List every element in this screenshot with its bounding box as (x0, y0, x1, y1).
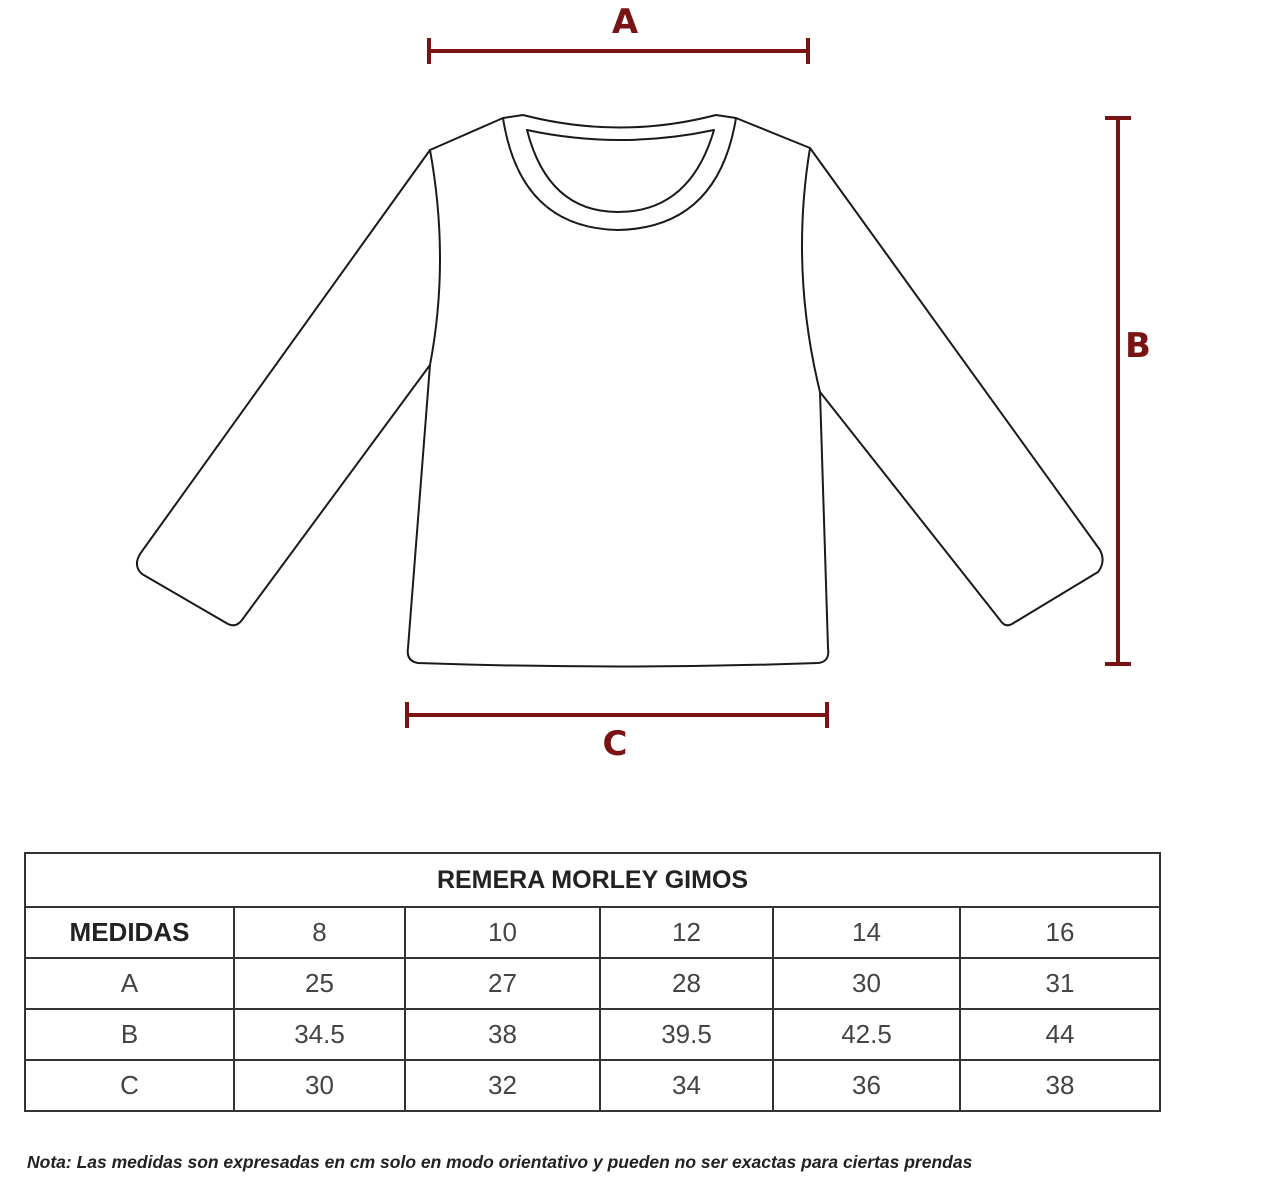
table-title-row (25, 853, 1160, 907)
table-cell: 38 (405, 1009, 600, 1060)
row-label: B (25, 1009, 234, 1060)
table-cell: 42.5 (773, 1009, 960, 1060)
table-cell: 44 (960, 1009, 1160, 1060)
size-table (24, 852, 1161, 1112)
table-cell: 28 (600, 958, 773, 1009)
collar-outer-line (503, 118, 736, 230)
collar-inner-line (527, 130, 714, 212)
size-header: 8 (234, 907, 405, 958)
table-cell: 34 (600, 1060, 773, 1111)
table-cell: 31 (960, 958, 1160, 1009)
row-label: A (25, 958, 234, 1009)
table-row (25, 1009, 1160, 1060)
shirt-body-outline (137, 115, 1103, 667)
size-header: 14 (773, 907, 960, 958)
size-header: 16 (960, 907, 1160, 958)
dimension-c-label: C (602, 724, 628, 764)
table-cell: 27 (405, 958, 600, 1009)
row-label: C (25, 1060, 234, 1111)
dimension-b-label: B (1125, 326, 1151, 366)
right-armhole-seam (802, 148, 820, 392)
table-cell: 25 (234, 958, 405, 1009)
dimension-a-label: A (611, 2, 639, 42)
table-cell: 30 (773, 958, 960, 1009)
size-header: 10 (405, 907, 600, 958)
table-cell: 32 (405, 1060, 600, 1111)
left-armhole-seam (430, 150, 440, 365)
table-cell: 36 (773, 1060, 960, 1111)
footnote: Nota: Las medidas son expresadas en cm solo en modo orientativo y pueden no ser exactas para ciertas prendas (27, 1152, 973, 1172)
table-cell: 34.5 (234, 1009, 405, 1060)
header-label-medidas: MEDIDAS (25, 907, 234, 958)
dimension-b (1105, 118, 1131, 664)
table-row (25, 958, 1160, 1009)
table-cell: 39.5 (600, 1009, 773, 1060)
table-header-row (25, 907, 1160, 958)
size-header: 12 (600, 907, 773, 958)
table-cell: 38 (960, 1060, 1160, 1111)
table-row (25, 1060, 1160, 1111)
table-title: REMERA MORLEY GIMOS (25, 853, 1160, 907)
table-cell: 30 (234, 1060, 405, 1111)
tshirt-outline (137, 115, 1103, 667)
